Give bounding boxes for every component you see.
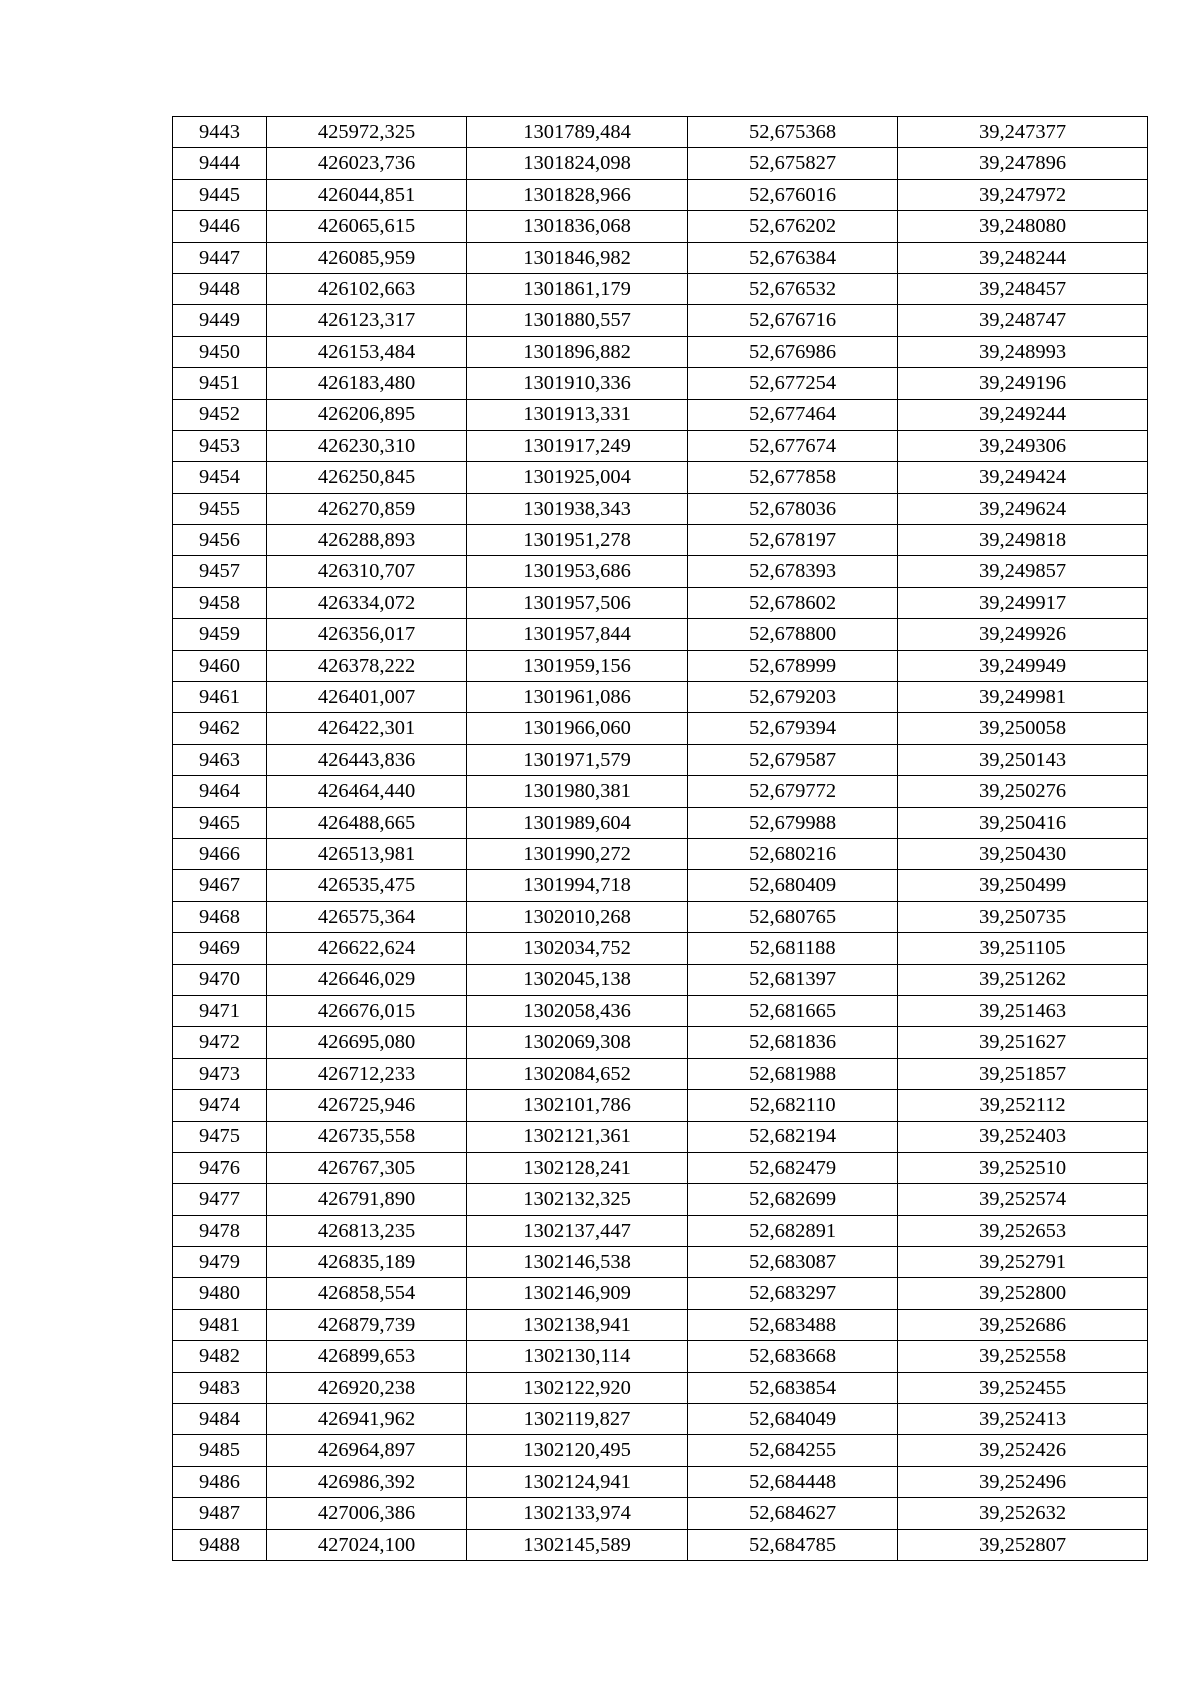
y-coordinate-cell: 1302058,436 [467,995,688,1026]
table-row [173,619,1148,650]
point-number-cell: 9481 [173,1309,267,1340]
latitude-cell: 52,677674 [688,430,898,461]
y-coordinate-cell: 1302137,447 [467,1215,688,1246]
point-number-cell: 9454 [173,462,267,493]
longitude-cell: 39,250416 [898,807,1148,838]
latitude-cell: 52,676532 [688,273,898,304]
point-number-cell: 9474 [173,1090,267,1121]
y-coordinate-cell: 1302045,138 [467,964,688,995]
x-coordinate-cell: 426378,222 [267,650,467,681]
table-row [173,1090,1148,1121]
y-coordinate-cell: 1302128,241 [467,1152,688,1183]
longitude-cell: 39,252455 [898,1372,1148,1403]
y-coordinate-cell: 1302121,361 [467,1121,688,1152]
point-number-cell: 9482 [173,1341,267,1372]
point-number-cell: 9444 [173,148,267,179]
y-coordinate-cell: 1301990,272 [467,838,688,869]
longitude-cell: 39,251262 [898,964,1148,995]
x-coordinate-cell: 426791,890 [267,1184,467,1215]
x-coordinate-cell: 426725,946 [267,1090,467,1121]
x-coordinate-cell: 426422,301 [267,713,467,744]
y-coordinate-cell: 1302133,974 [467,1498,688,1529]
latitude-cell: 52,679772 [688,776,898,807]
table-row [173,1372,1148,1403]
longitude-cell: 39,250143 [898,744,1148,775]
longitude-cell: 39,251105 [898,933,1148,964]
latitude-cell: 52,680216 [688,838,898,869]
latitude-cell: 52,684448 [688,1466,898,1497]
point-number-cell: 9455 [173,493,267,524]
point-number-cell: 9468 [173,901,267,932]
point-number-cell: 9477 [173,1184,267,1215]
longitude-cell: 39,249196 [898,368,1148,399]
x-coordinate-cell: 426813,235 [267,1215,467,1246]
longitude-cell: 39,249424 [898,462,1148,493]
longitude-cell: 39,252574 [898,1184,1148,1215]
table-row [173,117,1148,148]
y-coordinate-cell: 1301951,278 [467,525,688,556]
table-row [173,525,1148,556]
table-row [173,1027,1148,1058]
longitude-cell: 39,251857 [898,1058,1148,1089]
x-coordinate-cell: 426899,653 [267,1341,467,1372]
y-coordinate-cell: 1302138,941 [467,1309,688,1340]
table-row [173,807,1148,838]
y-coordinate-cell: 1302122,920 [467,1372,688,1403]
latitude-cell: 52,676016 [688,179,898,210]
y-coordinate-cell: 1302069,308 [467,1027,688,1058]
table-row [173,838,1148,869]
coordinates-table-body [173,117,1148,1561]
point-number-cell: 9485 [173,1435,267,1466]
x-coordinate-cell: 425972,325 [267,117,467,148]
point-number-cell: 9470 [173,964,267,995]
x-coordinate-cell: 426153,484 [267,336,467,367]
point-number-cell: 9445 [173,179,267,210]
x-coordinate-cell: 426250,845 [267,462,467,493]
x-coordinate-cell: 426575,364 [267,901,467,932]
table-row [173,1152,1148,1183]
latitude-cell: 52,683854 [688,1372,898,1403]
point-number-cell: 9465 [173,807,267,838]
point-number-cell: 9484 [173,1404,267,1435]
table-row [173,1529,1148,1560]
x-coordinate-cell: 426044,851 [267,179,467,210]
x-coordinate-cell: 426310,707 [267,556,467,587]
latitude-cell: 52,681988 [688,1058,898,1089]
x-coordinate-cell: 426123,317 [267,305,467,336]
y-coordinate-cell: 1302145,589 [467,1529,688,1560]
y-coordinate-cell: 1302034,752 [467,933,688,964]
latitude-cell: 52,679394 [688,713,898,744]
coordinates-table [172,116,1148,1561]
longitude-cell: 39,252413 [898,1404,1148,1435]
table-row [173,587,1148,618]
longitude-cell: 39,252653 [898,1215,1148,1246]
x-coordinate-cell: 427024,100 [267,1529,467,1560]
x-coordinate-cell: 426646,029 [267,964,467,995]
y-coordinate-cell: 1301971,579 [467,744,688,775]
table-row [173,964,1148,995]
y-coordinate-cell: 1301861,179 [467,273,688,304]
latitude-cell: 52,683087 [688,1247,898,1278]
table-row [173,1466,1148,1497]
x-coordinate-cell: 426858,554 [267,1278,467,1309]
y-coordinate-cell: 1301896,882 [467,336,688,367]
point-number-cell: 9472 [173,1027,267,1058]
x-coordinate-cell: 426986,392 [267,1466,467,1497]
y-coordinate-cell: 1302084,652 [467,1058,688,1089]
longitude-cell: 39,250499 [898,870,1148,901]
point-number-cell: 9478 [173,1215,267,1246]
x-coordinate-cell: 426230,310 [267,430,467,461]
x-coordinate-cell: 426023,736 [267,148,467,179]
table-row [173,776,1148,807]
point-number-cell: 9466 [173,838,267,869]
longitude-cell: 39,252426 [898,1435,1148,1466]
table-row [173,1215,1148,1246]
latitude-cell: 52,681397 [688,964,898,995]
y-coordinate-cell: 1302010,268 [467,901,688,932]
longitude-cell: 39,249818 [898,525,1148,556]
point-number-cell: 9456 [173,525,267,556]
x-coordinate-cell: 426183,480 [267,368,467,399]
table-row [173,1498,1148,1529]
y-coordinate-cell: 1301989,604 [467,807,688,838]
point-number-cell: 9460 [173,650,267,681]
x-coordinate-cell: 427006,386 [267,1498,467,1529]
longitude-cell: 39,252496 [898,1466,1148,1497]
table-row [173,242,1148,273]
point-number-cell: 9443 [173,117,267,148]
table-row [173,1341,1148,1372]
point-number-cell: 9446 [173,211,267,242]
point-number-cell: 9467 [173,870,267,901]
point-number-cell: 9486 [173,1466,267,1497]
longitude-cell: 39,252403 [898,1121,1148,1152]
point-number-cell: 9458 [173,587,267,618]
table-row [173,462,1148,493]
point-number-cell: 9462 [173,713,267,744]
y-coordinate-cell: 1302120,495 [467,1435,688,1466]
longitude-cell: 39,250276 [898,776,1148,807]
table-row [173,179,1148,210]
latitude-cell: 52,682479 [688,1152,898,1183]
longitude-cell: 39,248747 [898,305,1148,336]
latitude-cell: 52,681665 [688,995,898,1026]
x-coordinate-cell: 426102,663 [267,273,467,304]
longitude-cell: 39,247972 [898,179,1148,210]
longitude-cell: 39,250735 [898,901,1148,932]
x-coordinate-cell: 426535,475 [267,870,467,901]
x-coordinate-cell: 426270,859 [267,493,467,524]
table-row [173,148,1148,179]
longitude-cell: 39,249981 [898,682,1148,713]
table-row [173,1309,1148,1340]
x-coordinate-cell: 426695,080 [267,1027,467,1058]
x-coordinate-cell: 426513,981 [267,838,467,869]
point-number-cell: 9463 [173,744,267,775]
latitude-cell: 52,682110 [688,1090,898,1121]
latitude-cell: 52,684627 [688,1498,898,1529]
longitude-cell: 39,249244 [898,399,1148,430]
latitude-cell: 52,676986 [688,336,898,367]
table-row [173,1247,1148,1278]
longitude-cell: 39,248080 [898,211,1148,242]
x-coordinate-cell: 426622,624 [267,933,467,964]
longitude-cell: 39,250430 [898,838,1148,869]
latitude-cell: 52,677464 [688,399,898,430]
point-number-cell: 9475 [173,1121,267,1152]
y-coordinate-cell: 1301828,966 [467,179,688,210]
latitude-cell: 52,683297 [688,1278,898,1309]
point-number-cell: 9453 [173,430,267,461]
latitude-cell: 52,684785 [688,1529,898,1560]
longitude-cell: 39,252686 [898,1309,1148,1340]
latitude-cell: 52,676202 [688,211,898,242]
x-coordinate-cell: 426488,665 [267,807,467,838]
longitude-cell: 39,252800 [898,1278,1148,1309]
x-coordinate-cell: 426443,836 [267,744,467,775]
point-number-cell: 9450 [173,336,267,367]
y-coordinate-cell: 1301917,249 [467,430,688,461]
table-row [173,273,1148,304]
latitude-cell: 52,676384 [688,242,898,273]
longitude-cell: 39,249926 [898,619,1148,650]
table-row [173,399,1148,430]
latitude-cell: 52,683668 [688,1341,898,1372]
longitude-cell: 39,248244 [898,242,1148,273]
table-row [173,744,1148,775]
latitude-cell: 52,678602 [688,587,898,618]
y-coordinate-cell: 1302119,827 [467,1404,688,1435]
x-coordinate-cell: 426464,440 [267,776,467,807]
latitude-cell: 52,678999 [688,650,898,681]
table-row [173,493,1148,524]
x-coordinate-cell: 426767,305 [267,1152,467,1183]
table-row [173,682,1148,713]
table-row [173,305,1148,336]
latitude-cell: 52,682194 [688,1121,898,1152]
x-coordinate-cell: 426964,897 [267,1435,467,1466]
longitude-cell: 39,249857 [898,556,1148,587]
point-number-cell: 9476 [173,1152,267,1183]
table-row [173,933,1148,964]
x-coordinate-cell: 426879,739 [267,1309,467,1340]
table-row [173,1435,1148,1466]
table-row [173,556,1148,587]
longitude-cell: 39,249306 [898,430,1148,461]
point-number-cell: 9480 [173,1278,267,1309]
point-number-cell: 9448 [173,273,267,304]
latitude-cell: 52,678393 [688,556,898,587]
x-coordinate-cell: 426835,189 [267,1247,467,1278]
table-row [173,368,1148,399]
y-coordinate-cell: 1301966,060 [467,713,688,744]
y-coordinate-cell: 1301957,506 [467,587,688,618]
longitude-cell: 39,250058 [898,713,1148,744]
point-number-cell: 9469 [173,933,267,964]
point-number-cell: 9457 [173,556,267,587]
x-coordinate-cell: 426401,007 [267,682,467,713]
latitude-cell: 52,678036 [688,493,898,524]
latitude-cell: 52,679203 [688,682,898,713]
x-coordinate-cell: 426065,615 [267,211,467,242]
latitude-cell: 52,677254 [688,368,898,399]
y-coordinate-cell: 1301846,982 [467,242,688,273]
point-number-cell: 9479 [173,1247,267,1278]
latitude-cell: 52,683488 [688,1309,898,1340]
table-row [173,430,1148,461]
point-number-cell: 9471 [173,995,267,1026]
latitude-cell: 52,680765 [688,901,898,932]
longitude-cell: 39,252791 [898,1247,1148,1278]
latitude-cell: 52,681836 [688,1027,898,1058]
longitude-cell: 39,249917 [898,587,1148,618]
x-coordinate-cell: 426712,233 [267,1058,467,1089]
table-row [173,1058,1148,1089]
point-number-cell: 9451 [173,368,267,399]
point-number-cell: 9452 [173,399,267,430]
table-row [173,995,1148,1026]
y-coordinate-cell: 1302101,786 [467,1090,688,1121]
latitude-cell: 52,677858 [688,462,898,493]
x-coordinate-cell: 426288,893 [267,525,467,556]
latitude-cell: 52,675368 [688,117,898,148]
latitude-cell: 52,676716 [688,305,898,336]
y-coordinate-cell: 1301789,484 [467,117,688,148]
point-number-cell: 9488 [173,1529,267,1560]
latitude-cell: 52,684255 [688,1435,898,1466]
y-coordinate-cell: 1301953,686 [467,556,688,587]
latitude-cell: 52,675827 [688,148,898,179]
point-number-cell: 9473 [173,1058,267,1089]
latitude-cell: 52,681188 [688,933,898,964]
y-coordinate-cell: 1301925,004 [467,462,688,493]
point-number-cell: 9461 [173,682,267,713]
table-row [173,1404,1148,1435]
longitude-cell: 39,249624 [898,493,1148,524]
table-row [173,1184,1148,1215]
x-coordinate-cell: 426085,959 [267,242,467,273]
table-row [173,901,1148,932]
table-row [173,650,1148,681]
point-number-cell: 9464 [173,776,267,807]
y-coordinate-cell: 1301957,844 [467,619,688,650]
y-coordinate-cell: 1302124,941 [467,1466,688,1497]
y-coordinate-cell: 1301959,156 [467,650,688,681]
y-coordinate-cell: 1301980,381 [467,776,688,807]
y-coordinate-cell: 1301994,718 [467,870,688,901]
y-coordinate-cell: 1301910,336 [467,368,688,399]
y-coordinate-cell: 1301880,557 [467,305,688,336]
y-coordinate-cell: 1301961,086 [467,682,688,713]
y-coordinate-cell: 1302146,909 [467,1278,688,1309]
x-coordinate-cell: 426356,017 [267,619,467,650]
latitude-cell: 52,682699 [688,1184,898,1215]
y-coordinate-cell: 1302132,325 [467,1184,688,1215]
latitude-cell: 52,680409 [688,870,898,901]
longitude-cell: 39,252558 [898,1341,1148,1372]
y-coordinate-cell: 1301824,098 [467,148,688,179]
table-row [173,1278,1148,1309]
y-coordinate-cell: 1301836,068 [467,211,688,242]
longitude-cell: 39,252510 [898,1152,1148,1183]
longitude-cell: 39,252112 [898,1090,1148,1121]
longitude-cell: 39,247377 [898,117,1148,148]
y-coordinate-cell: 1301938,343 [467,493,688,524]
point-number-cell: 9449 [173,305,267,336]
x-coordinate-cell: 426941,962 [267,1404,467,1435]
y-coordinate-cell: 1302130,114 [467,1341,688,1372]
latitude-cell: 52,684049 [688,1404,898,1435]
x-coordinate-cell: 426735,558 [267,1121,467,1152]
y-coordinate-cell: 1301913,331 [467,399,688,430]
table-row [173,870,1148,901]
x-coordinate-cell: 426920,238 [267,1372,467,1403]
longitude-cell: 39,249949 [898,650,1148,681]
latitude-cell: 52,679988 [688,807,898,838]
x-coordinate-cell: 426676,015 [267,995,467,1026]
point-number-cell: 9447 [173,242,267,273]
longitude-cell: 39,251627 [898,1027,1148,1058]
table-row [173,713,1148,744]
table-row [173,211,1148,242]
longitude-cell: 39,252807 [898,1529,1148,1560]
table-row [173,336,1148,367]
x-coordinate-cell: 426206,895 [267,399,467,430]
latitude-cell: 52,678197 [688,525,898,556]
latitude-cell: 52,679587 [688,744,898,775]
point-number-cell: 9487 [173,1498,267,1529]
longitude-cell: 39,251463 [898,995,1148,1026]
longitude-cell: 39,247896 [898,148,1148,179]
y-coordinate-cell: 1302146,538 [467,1247,688,1278]
latitude-cell: 52,678800 [688,619,898,650]
longitude-cell: 39,248993 [898,336,1148,367]
longitude-cell: 39,248457 [898,273,1148,304]
latitude-cell: 52,682891 [688,1215,898,1246]
x-coordinate-cell: 426334,072 [267,587,467,618]
point-number-cell: 9459 [173,619,267,650]
table-row [173,1121,1148,1152]
point-number-cell: 9483 [173,1372,267,1403]
longitude-cell: 39,252632 [898,1498,1148,1529]
